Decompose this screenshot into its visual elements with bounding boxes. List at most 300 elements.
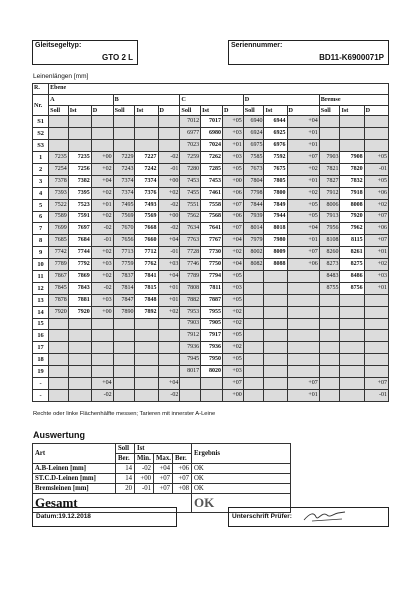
ist-cell: 7235: [68, 152, 91, 164]
summary-empty: [340, 389, 364, 401]
soll-cell: 7763: [180, 235, 201, 247]
soll-cell: 7913: [319, 211, 340, 223]
soll-cell: 7235: [49, 152, 69, 164]
delta-cell: +00: [158, 211, 180, 223]
soll-cell: [113, 354, 135, 366]
ist-cell: 7523: [68, 199, 91, 211]
table-row: [33, 270, 389, 282]
group-label: A: [49, 94, 113, 105]
eval-sub-min: Min.: [135, 454, 154, 464]
ist-cell: [68, 140, 91, 152]
subheader-d: D: [287, 105, 319, 116]
soll-cell: 7453: [180, 175, 201, 187]
eval-head-ergebnis: Ergebnis: [192, 444, 291, 464]
ist-cell: 7382: [68, 175, 91, 187]
row-label: 4: [33, 187, 49, 199]
subheader-ist: Ist: [340, 105, 364, 116]
ist-cell: 7980: [264, 235, 287, 247]
delta-cell: +02: [223, 306, 244, 318]
ist-cell: 7944: [264, 211, 287, 223]
soll-cell: 7878: [49, 294, 69, 306]
table-row: [33, 282, 389, 294]
delta-cell: +06: [287, 259, 319, 271]
summary-delta: -02: [158, 389, 180, 401]
soll-cell: 7903: [319, 152, 340, 164]
summary-empty: [243, 377, 264, 389]
ist-cell: 7887: [201, 294, 223, 306]
delta-cell: [287, 354, 319, 366]
ist-cell: 7843: [68, 282, 91, 294]
ist-cell: 8009: [264, 247, 287, 259]
summary-empty: [68, 377, 91, 389]
soll-cell: 7847: [113, 294, 135, 306]
summary-empty: [113, 389, 135, 401]
ist-cell: 7591: [68, 211, 91, 223]
delta-cell: +07: [287, 152, 319, 164]
soll-cell: [243, 270, 264, 282]
soll-cell: 8483: [319, 270, 340, 282]
delta-cell: +03: [223, 282, 244, 294]
soll-cell: 7685: [49, 235, 69, 247]
summary-empty: [68, 389, 91, 401]
row-label: 18: [33, 354, 49, 366]
delta-cell: +04: [223, 235, 244, 247]
delta-cell: -01: [158, 163, 180, 175]
delta-cell: +00: [223, 175, 244, 187]
ist-cell: 7892: [135, 306, 158, 318]
summary-empty: [135, 389, 158, 401]
glider-type-box: [32, 40, 138, 65]
ebene-label: Ebene: [49, 84, 389, 95]
ist-cell: 7374: [135, 175, 158, 187]
table-row: [33, 163, 389, 175]
ist-cell: [135, 140, 158, 152]
row-label: 5: [33, 199, 49, 211]
delta-cell: +06: [364, 223, 388, 235]
row-label: 3: [33, 175, 49, 187]
delta-cell: -01: [364, 163, 388, 175]
serial-number-label: Seriennummer:: [231, 42, 283, 49]
table-row: [33, 330, 389, 342]
ist-cell: [135, 354, 158, 366]
ist-cell: 7815: [135, 282, 158, 294]
delta-cell: +01: [287, 175, 319, 187]
signature-scribble: [302, 509, 347, 523]
soll-cell: 8014: [243, 223, 264, 235]
eval-head-art: Art: [33, 444, 116, 464]
delta-cell: +03: [158, 259, 180, 271]
soll-cell: 7728: [180, 247, 201, 259]
ist-cell: 7950: [201, 354, 223, 366]
delta-cell: +04: [287, 223, 319, 235]
soll-cell: 7495: [113, 199, 135, 211]
delta-cell: +03: [223, 152, 244, 164]
delta-cell: [287, 330, 319, 342]
row-label: 10: [33, 259, 49, 271]
ist-cell: 7917: [201, 330, 223, 342]
delta-cell: [364, 306, 388, 318]
ist-cell: 7920: [340, 211, 364, 223]
summary-empty: [264, 389, 287, 401]
row-label: 6: [33, 211, 49, 223]
ist-cell: 7849: [264, 199, 287, 211]
ist-cell: [135, 318, 158, 330]
ist-cell: [340, 330, 364, 342]
soll-cell: 8755: [319, 282, 340, 294]
summary-empty: [201, 377, 223, 389]
delta-cell: +00: [91, 306, 113, 318]
ist-cell: 7569: [135, 211, 158, 223]
delta-cell: -02: [158, 152, 180, 164]
ist-cell: 7453: [201, 175, 223, 187]
soll-cell: 6940: [243, 116, 264, 128]
soll-cell: 8006: [319, 199, 340, 211]
delta-cell: +07: [364, 211, 388, 223]
summary-row: [33, 377, 389, 389]
soll-cell: 7589: [49, 211, 69, 223]
soll-cell: 8273: [319, 259, 340, 271]
ist-cell: [68, 342, 91, 354]
delta-cell: +03: [223, 128, 244, 140]
soll-cell: 8082: [243, 259, 264, 271]
delta-cell: [287, 270, 319, 282]
ist-cell: [135, 342, 158, 354]
eval-art: Bremsleinen [mm]: [33, 484, 116, 494]
soll-cell: [243, 330, 264, 342]
delta-cell: +00: [91, 152, 113, 164]
delta-cell: +05: [223, 354, 244, 366]
row-label: S3: [33, 140, 49, 152]
ist-cell: 7668: [135, 223, 158, 235]
eval-sub-ber: Ber.: [116, 454, 135, 464]
group-label: Bremse: [319, 94, 388, 105]
soll-cell: [243, 318, 264, 330]
summary-delta: +07: [223, 377, 244, 389]
soll-cell: 8260: [319, 247, 340, 259]
delta-cell: [91, 354, 113, 366]
eval-max: +07: [154, 484, 173, 494]
ist-cell: 7955: [201, 306, 223, 318]
delta-cell: +04: [158, 235, 180, 247]
eval-soll: 14: [116, 474, 135, 484]
summary-row: [33, 389, 389, 401]
soll-cell: [49, 366, 69, 378]
eval-ber: +06: [173, 464, 192, 474]
delta-cell: +05: [364, 152, 388, 164]
row-label: 11: [33, 270, 49, 282]
delta-cell: [364, 330, 388, 342]
ist-cell: [264, 270, 287, 282]
soll-cell: 8017: [180, 366, 201, 378]
glider-type-value: GTO 2 L: [102, 53, 133, 62]
ist-cell: 7794: [201, 270, 223, 282]
soll-cell: 7789: [49, 259, 69, 271]
delta-cell: +01: [287, 128, 319, 140]
delta-cell: -02: [158, 199, 180, 211]
delta-cell: [158, 128, 180, 140]
ist-cell: 7832: [340, 175, 364, 187]
date-text: Datum:19.12.2018: [36, 513, 91, 520]
subheader-ist: Ist: [201, 105, 223, 116]
ist-cell: [264, 342, 287, 354]
soll-cell: [243, 294, 264, 306]
row-label: 2: [33, 163, 49, 175]
delta-cell: +02: [287, 163, 319, 175]
subheader-row: [33, 105, 389, 116]
delta-cell: +02: [91, 163, 113, 175]
row-label: 15: [33, 318, 49, 330]
summary-empty: [135, 377, 158, 389]
table-row: [33, 199, 389, 211]
ist-cell: [340, 140, 364, 152]
soll-cell: 7742: [49, 247, 69, 259]
delta-cell: [158, 318, 180, 330]
ist-cell: [135, 116, 158, 128]
soll-cell: 7808: [180, 282, 201, 294]
soll-cell: 7821: [319, 163, 340, 175]
row-label: 7: [33, 223, 49, 235]
soll-cell: 7953: [180, 306, 201, 318]
soll-cell: [113, 116, 135, 128]
subheader-d: D: [223, 105, 244, 116]
soll-cell: 7867: [49, 270, 69, 282]
delta-cell: [287, 306, 319, 318]
soll-cell: [319, 294, 340, 306]
delta-cell: [287, 342, 319, 354]
soll-cell: 7804: [243, 175, 264, 187]
delta-cell: [158, 140, 180, 152]
ist-cell: [68, 354, 91, 366]
delta-cell: -02: [91, 282, 113, 294]
soll-cell: [113, 128, 135, 140]
delta-cell: +03: [91, 294, 113, 306]
summary-delta: -01: [364, 389, 388, 401]
ist-cell: 6944: [264, 116, 287, 128]
ist-cell: 8756: [340, 282, 364, 294]
ist-cell: 7684: [68, 235, 91, 247]
ist-cell: 7641: [201, 223, 223, 235]
eval-head-ist: Ist: [135, 444, 192, 454]
soll-cell: 7936: [180, 342, 201, 354]
soll-cell: [243, 354, 264, 366]
summary-empty: [264, 377, 287, 389]
ist-cell: 7762: [135, 259, 158, 271]
delta-cell: -02: [158, 223, 180, 235]
eval-result: OK: [192, 464, 291, 474]
soll-cell: 7012: [180, 116, 201, 128]
summary-empty: [319, 389, 340, 401]
ist-cell: [68, 318, 91, 330]
delta-cell: [91, 330, 113, 342]
eval-art: ST.C.D-Leinen [mm]: [33, 474, 116, 484]
soll-cell: 7882: [180, 294, 201, 306]
ist-cell: 7841: [135, 270, 158, 282]
row-label: 8: [33, 235, 49, 247]
ist-cell: 6925: [264, 128, 287, 140]
delta-cell: +04: [158, 270, 180, 282]
soll-cell: [243, 306, 264, 318]
delta-cell: +01: [364, 282, 388, 294]
ist-cell: 7805: [264, 175, 287, 187]
eval-min: +00: [135, 474, 154, 484]
ist-cell: 7558: [201, 199, 223, 211]
row-label: 12: [33, 282, 49, 294]
delta-cell: +06: [364, 187, 388, 199]
summary-delta: +07: [287, 377, 319, 389]
soll-cell: [49, 330, 69, 342]
table-row: [33, 116, 389, 128]
soll-cell: [113, 366, 135, 378]
group-header-row: [33, 94, 389, 105]
delta-cell: +02: [91, 247, 113, 259]
delta-cell: +02: [158, 187, 180, 199]
soll-cell: 8108: [319, 235, 340, 247]
summary-empty: [201, 389, 223, 401]
ist-cell: [264, 354, 287, 366]
soll-cell: [319, 128, 340, 140]
soll-cell: 7746: [180, 259, 201, 271]
ist-cell: 7493: [135, 199, 158, 211]
ist-cell: 7712: [135, 247, 158, 259]
delta-cell: +03: [223, 366, 244, 378]
ist-cell: [68, 330, 91, 342]
delta-cell: -02: [91, 223, 113, 235]
ist-cell: [264, 294, 287, 306]
line-length-table: [32, 83, 389, 402]
ist-cell: 7256: [68, 163, 91, 175]
row-label: -: [33, 377, 49, 389]
ist-cell: 7936: [201, 342, 223, 354]
table-row: [33, 247, 389, 259]
ist-cell: 7811: [201, 282, 223, 294]
table-row: [33, 306, 389, 318]
table-row: [33, 223, 389, 235]
row-label: S2: [33, 128, 49, 140]
soll-cell: 7634: [180, 223, 201, 235]
ist-cell: 7920: [68, 306, 91, 318]
summary-delta: -02: [91, 389, 113, 401]
ist-cell: [68, 366, 91, 378]
ist-cell: 7242: [135, 163, 158, 175]
delta-cell: [158, 330, 180, 342]
row-label: 16: [33, 330, 49, 342]
ist-cell: 7262: [201, 152, 223, 164]
row-label: 19: [33, 366, 49, 378]
ist-cell: 7918: [340, 187, 364, 199]
delta-cell: +01: [287, 140, 319, 152]
eval-result: OK: [192, 484, 291, 494]
group-label: D: [243, 94, 319, 105]
delta-cell: +02: [158, 306, 180, 318]
soll-cell: [113, 318, 135, 330]
ist-cell: 7660: [135, 235, 158, 247]
soll-cell: 7827: [319, 175, 340, 187]
summary-empty: [113, 377, 135, 389]
eval-sub-max: Max.: [154, 454, 173, 464]
ist-cell: [135, 330, 158, 342]
subheader-ist: Ist: [135, 105, 158, 116]
delta-cell: +02: [91, 270, 113, 282]
soll-cell: 7920: [49, 306, 69, 318]
table-row: [33, 187, 389, 199]
delta-cell: +02: [223, 247, 244, 259]
soll-cell: 7939: [243, 211, 264, 223]
evaluation-title: Auswertung: [33, 430, 86, 440]
ist-cell: [340, 294, 364, 306]
soll-cell: 7798: [243, 187, 264, 199]
eval-max: +04: [154, 464, 173, 474]
delta-cell: +07: [223, 199, 244, 211]
delta-cell: +01: [91, 199, 113, 211]
ist-cell: 7285: [201, 163, 223, 175]
soll-cell: 7374: [113, 187, 135, 199]
subheader-soll: Soll: [49, 105, 69, 116]
ist-cell: 7869: [68, 270, 91, 282]
table-row: [33, 318, 389, 330]
soll-cell: 8002: [243, 247, 264, 259]
soll-cell: [243, 342, 264, 354]
subheader-soll: Soll: [180, 105, 201, 116]
glider-type-label: Gleitsegeltyp:: [35, 42, 82, 49]
table-row: [33, 152, 389, 164]
summary-empty: [319, 377, 340, 389]
summary-empty: [340, 377, 364, 389]
ist-cell: [340, 354, 364, 366]
ist-cell: [340, 342, 364, 354]
delta-cell: [364, 294, 388, 306]
ist-cell: 7905: [201, 318, 223, 330]
delta-cell: [91, 140, 113, 152]
eval-ber: +08: [173, 484, 192, 494]
delta-cell: +02: [223, 342, 244, 354]
summary-delta: +01: [287, 389, 319, 401]
subheader-ist: Ist: [264, 105, 287, 116]
delta-cell: +01: [158, 282, 180, 294]
soll-cell: 7837: [113, 270, 135, 282]
eval-soll: 20: [116, 484, 135, 494]
ist-cell: 7730: [201, 247, 223, 259]
delta-cell: +04: [91, 175, 113, 187]
soll-cell: [319, 318, 340, 330]
delta-cell: [364, 366, 388, 378]
soll-cell: 7562: [180, 211, 201, 223]
subheader-ist: Ist: [68, 105, 91, 116]
soll-cell: 6924: [243, 128, 264, 140]
eval-art: A.B-Leinen [mm]: [33, 464, 116, 474]
table-row: [33, 259, 389, 271]
soll-cell: 7912: [319, 187, 340, 199]
soll-cell: [319, 116, 340, 128]
row-label: 1: [33, 152, 49, 164]
ist-cell: [68, 116, 91, 128]
subheader-d: D: [158, 105, 180, 116]
ist-cell: [264, 366, 287, 378]
delta-cell: +05: [223, 270, 244, 282]
eval-soll: 14: [116, 464, 135, 474]
delta-cell: [158, 366, 180, 378]
subheader-soll: Soll: [243, 105, 264, 116]
soll-cell: 7585: [243, 152, 264, 164]
delta-cell: +04: [287, 116, 319, 128]
delta-cell: [364, 354, 388, 366]
date-box: [32, 507, 177, 527]
soll-cell: [319, 330, 340, 342]
corner-top: R.: [33, 84, 49, 95]
eval-min: -01: [135, 484, 154, 494]
evaluation-row: [33, 464, 291, 474]
delta-cell: [158, 116, 180, 128]
ist-cell: [264, 282, 287, 294]
